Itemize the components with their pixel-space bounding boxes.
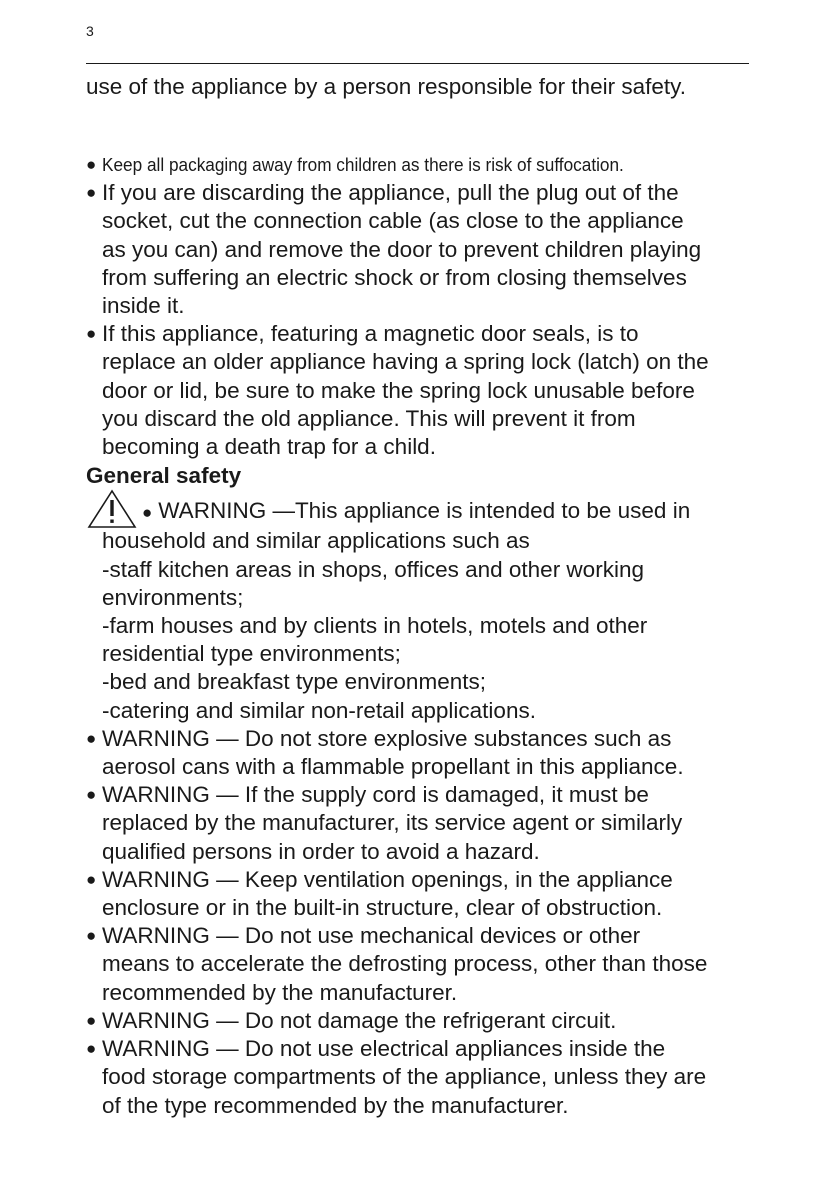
list-item [86, 781, 756, 866]
list-item-line: enclosure or in the built-in structure, clear of obstruction. [102, 895, 663, 921]
list-item-line: aerosol cans with a flammable propellant in this appliance. [102, 754, 684, 780]
list-item-line: inside it. [102, 293, 185, 319]
first-warning-line: residential type environments; [102, 641, 401, 667]
list-item-line: WARNING — Do not store explosive substances such as [102, 725, 672, 751]
bullet-icon: ● [86, 1010, 97, 1030]
list-item-line: as you can) and remove the door to prevent children playing [102, 236, 702, 262]
first-warning-line: -catering and similar non-retail applications. [102, 697, 536, 723]
list-item-line: door or lid, be sure to make the spring lock unusable before [102, 377, 695, 403]
list-item-line: replaced by the manufacturer, its service agent or similarly [102, 810, 683, 836]
first-warning-lead-line [86, 497, 756, 527]
list-item-line: means to accelerate the defrosting process, other than those [102, 951, 708, 977]
first-warning-line: -farm houses and by clients in hotels, motels and other [102, 613, 648, 639]
bullet-icon: ● [86, 926, 97, 946]
list-item-line: from suffering an electric shock or from closing themselves [102, 264, 687, 290]
list-item-line: WARNING — Keep ventilation openings, in the appliance [102, 866, 673, 892]
warning-triangle-icon [86, 489, 138, 529]
list-item [86, 1007, 756, 1035]
list-item-line: of the type recommended by the manufacturer. [102, 1092, 569, 1118]
list-item-line: WARNING — Do not damage the refrigerant circuit. [102, 1007, 617, 1033]
list-item-line: If this appliance, featuring a magnetic door seals, is to [102, 321, 639, 347]
header-rule [86, 63, 749, 64]
list-item-line: recommended by the manufacturer. [102, 979, 458, 1005]
document-body [86, 73, 756, 1120]
list-item-text: Keep all packaging away from children as there is risk of suffocation. [102, 154, 624, 176]
page-number: 3 [86, 23, 94, 39]
list-item-line: If you are discarding the appliance, pull the plug out of the [102, 180, 679, 206]
first-warning [86, 497, 756, 725]
list-item [86, 866, 756, 922]
list-item [86, 922, 756, 1007]
list-item-line: WARNING — Do not use electrical appliances inside the [102, 1036, 666, 1062]
list-item [86, 151, 756, 179]
first-warning-line: household and similar applications such as [102, 528, 530, 554]
list-item-line: becoming a death trap for a child. [102, 434, 436, 460]
list-item-line: replace an older appliance having a spring lock (latch) on the [102, 349, 709, 375]
bullet-icon: ● [86, 324, 97, 344]
first-warning-lead: WARNING —This appliance is intended to be used in [158, 498, 691, 524]
bullet-icon: ● [86, 155, 97, 175]
list-item [86, 1035, 756, 1120]
list-item-line: you discard the old appliance. This will prevent it from [102, 405, 636, 431]
bullet-icon: ● [86, 785, 97, 805]
bullet-icon: ● [86, 1039, 97, 1059]
section-heading-general-safety: General safety [86, 463, 242, 489]
child-safety-list [86, 151, 756, 461]
first-warning-line: -staff kitchen areas in shops, offices and other working [102, 556, 644, 582]
general-safety-list [86, 725, 756, 1120]
first-warning-line: -bed and breakfast type environments; [102, 669, 486, 695]
bullet-icon: ● [86, 869, 97, 889]
first-warning-line: environments; [102, 584, 244, 610]
list-item [86, 320, 756, 461]
list-item [86, 179, 756, 320]
list-item-line: WARNING — If the supply cord is damaged, it must be [102, 782, 649, 808]
list-item [86, 725, 756, 781]
list-item-line: qualified persons in order to avoid a hazard. [102, 838, 540, 864]
list-item-line: WARNING — Do not use mechanical devices or other [102, 923, 641, 949]
bullet-icon: ● [142, 503, 153, 523]
bullet-icon: ● [86, 183, 97, 203]
intro-line: use of the appliance by a person responsible for their safety. [86, 74, 686, 99]
list-item-line: food storage compartments of the appliance, unless they are [102, 1064, 707, 1090]
list-item-line: socket, cut the connection cable (as close to the appliance [102, 208, 684, 234]
bullet-icon: ● [86, 728, 97, 748]
